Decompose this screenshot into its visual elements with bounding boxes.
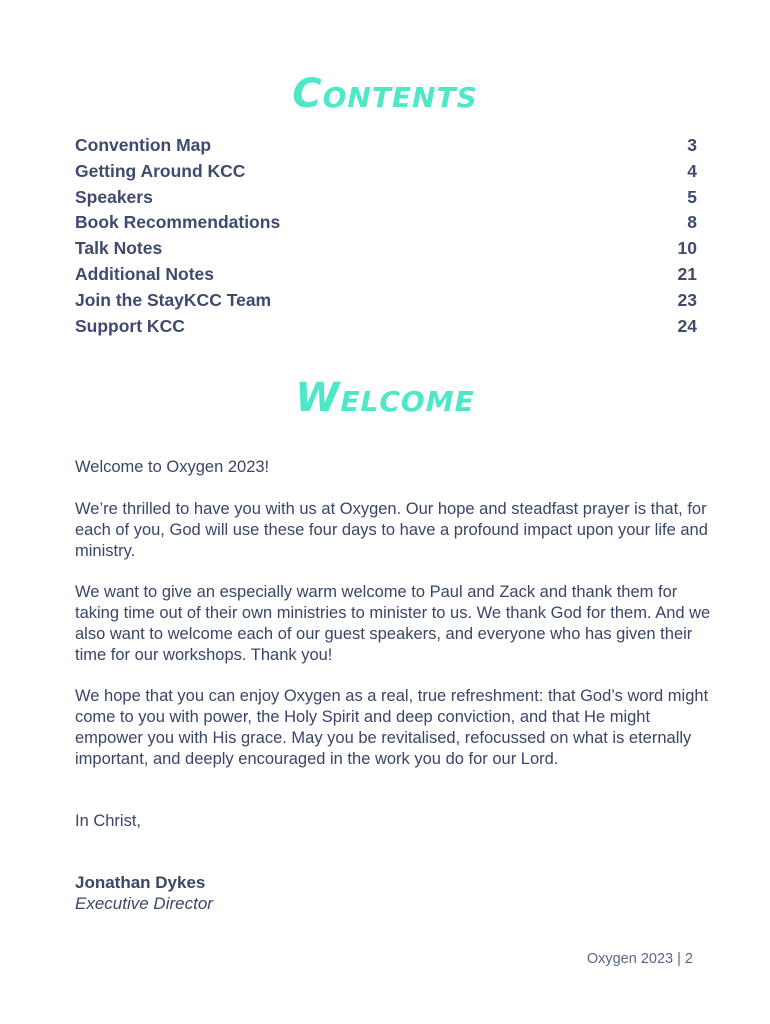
toc-item-talk-notes[interactable] bbox=[75, 236, 697, 262]
toc-item-page: 21 bbox=[677, 263, 697, 284]
signoff: In Christ, bbox=[75, 812, 142, 830]
toc-item-title: Talk Notes bbox=[75, 238, 163, 259]
toc-item-page: 23 bbox=[677, 289, 697, 310]
welcome-greeting: Welcome to Oxygen 2023! bbox=[75, 458, 270, 476]
welcome-letter bbox=[75, 457, 715, 790]
toc-item-title: Convention Map bbox=[75, 135, 212, 155]
toc-item-title: Speakers bbox=[75, 186, 153, 207]
toc-item-title: Support KCC bbox=[75, 315, 185, 336]
toc-item-title: Book Recommendations bbox=[75, 212, 281, 233]
toc-item-getting-around[interactable] bbox=[75, 159, 697, 185]
toc-item-page: 3 bbox=[687, 135, 697, 155]
table-of-contents bbox=[75, 133, 697, 339]
welcome-paragraph: We’re thrilled to have you with us at Oxygen. Our hope and steadfast prayer is that, for each of you, God will use these four days to have a profound impact upon your life and ministry. bbox=[75, 500, 708, 560]
toc-item-support-kcc[interactable] bbox=[75, 314, 697, 340]
toc-item-page: 4 bbox=[687, 160, 697, 181]
toc-item-additional-notes[interactable] bbox=[75, 262, 697, 288]
contents-heading: Contents bbox=[292, 71, 478, 117]
toc-item-book-recommendations[interactable] bbox=[75, 210, 697, 236]
toc-item-speakers[interactable] bbox=[75, 185, 697, 211]
signature-role: Executive Director bbox=[75, 894, 213, 913]
toc-item-convention-map[interactable] bbox=[75, 133, 697, 159]
toc-item-title: Join the StayKCC Team bbox=[75, 289, 272, 310]
toc-item-title: Getting Around KCC bbox=[75, 160, 246, 181]
toc-item-title: Additional Notes bbox=[75, 263, 215, 284]
welcome-paragraph: We want to give an especially warm welcome to Paul and Zack and thank them for taking time out of their own ministries to minister to us. We thank God for them. And we also want to welcome each of our guest speakers, and everyone who has given their time for our workshops. Thank you! bbox=[75, 583, 711, 664]
welcome-paragraph: We hope that you can enjoy Oxygen as a real, true refreshment: that God’s word might come to you with power, the Holy Spirit and deep conviction, and that He might empower you with His grace. May you be revitalised, refocussed on what is eternally important, and deeply encouraged in the work you do for our Lord. bbox=[75, 687, 709, 768]
welcome-heading: Welcome bbox=[295, 375, 475, 421]
toc-item-page: 8 bbox=[687, 212, 697, 233]
toc-item-page: 10 bbox=[677, 238, 697, 259]
signature-name: Jonathan Dykes bbox=[75, 873, 206, 892]
page-footer: Oxygen 2023 | 2 bbox=[586, 951, 693, 967]
toc-item-page: 5 bbox=[687, 186, 697, 207]
toc-item-join-staykcc[interactable] bbox=[75, 288, 697, 314]
toc-item-page: 24 bbox=[677, 315, 697, 336]
